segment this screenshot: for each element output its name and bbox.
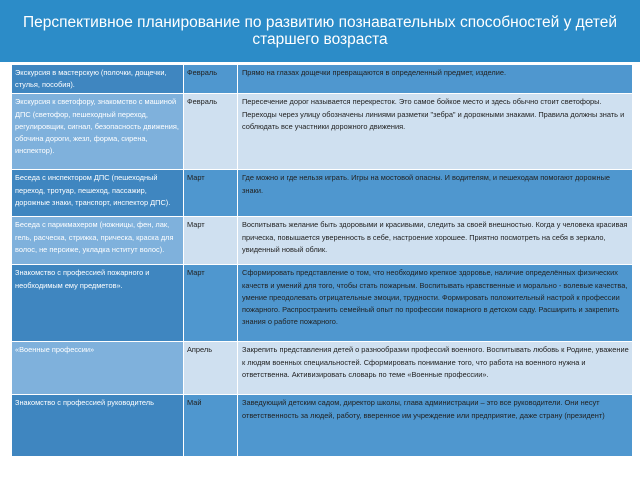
table-row: [12, 342, 633, 395]
topic-cell: Экскурсия к светофору, знакомство с машиной ДПС (светофор, пешеходный переход, регулировщик, сигнал, безопасность движения, обочина дороги, жезл, форма, сирена, инспектор).: [12, 94, 184, 170]
month-cell: Март: [184, 170, 238, 217]
month-cell: Март: [184, 265, 238, 342]
description-cell: Прямо на глазах дощечки превращаются в определенный предмет, изделие.: [238, 65, 633, 94]
table-row: [12, 265, 633, 342]
slide-title: Перспективное планирование по развитию познавательных способностей у детей старшего возраста: [22, 14, 618, 48]
month-cell: Апрель: [184, 342, 238, 395]
description-cell: Сформировать представление о том, что необходимо крепкое здоровье, наличие определённых физических качеств и умений для того, чтобы стать пожарным. Воспитывать нравственные и морально - волевые качества, умение преодолевать отрицательные эмоции, трудности. Формировать положительный настрой к профессии пожарного. Распространить семейный опыт по профессии пожарного в детском саду. Расширить и закрепить знания о работе пожарного.: [238, 265, 633, 342]
topic-cell: Беседа с парикмахером (ножницы, фен, лак, гель, расческа, стрижка, прическа, краска для волос, не персиже, укладка нститут волос).: [12, 217, 184, 265]
table-row: [12, 65, 633, 94]
topic-cell: Беседа с инспектором ДПС (пешеходный переход, тротуар, пешеход, пассажир, дорожные знаки, транспорт, инспектор ДПС).: [12, 170, 184, 217]
topic-cell: «Военные профессии»: [12, 342, 184, 395]
month-cell: Февраль: [184, 94, 238, 170]
month-cell: Май: [184, 395, 238, 457]
description-cell: Воспитывать желание быть здоровыми и красивыми, следить за своей внешностью. Когда у человека красивая прическа, повышается уверенность в себе, настроение хорошее. Приятно посмотреть на себя в зеркало, увиденный новый облик.: [238, 217, 633, 265]
description-cell: Закрепить представления детей о разнообразии профессий военного. Воспитывать любовь к Родине, уважение к людям военных специальностей. Сформировать понимание того, что работа на военного нужна и ответственна. Активизировать словарь по теме «Военные профессии».: [238, 342, 633, 395]
table-row: [12, 217, 633, 265]
planning-table: [11, 64, 633, 457]
description-cell: Где можно и где нельзя играть. Игры на мостовой опасны. И водителям, и пешеходам помогают дорожные знаки.: [238, 170, 633, 217]
topic-cell: Знакомство с профессией пожарного и необходимым ему предметов».: [12, 265, 184, 342]
description-cell: Пересечение дорог называется перекресток. Это самое бойкое место и здесь обычно стоит светофоры. Переходы через улицу обозначены линиями разметки "зебра" и дорожными знаками. Правила должны знать и соблюдать все участники дорожного движения.: [238, 94, 633, 170]
table-row: [12, 94, 633, 170]
topic-cell: Экскурсия в мастерскую (полочки, дощечки, стулья, пособия).: [12, 65, 184, 94]
table-row: [12, 395, 633, 457]
month-cell: Февраль: [184, 65, 238, 94]
month-cell: Март: [184, 217, 238, 265]
description-cell: Заведующий детским садом, директор школы, глава администрации – это все руководители. Они несут ответственность за людей, работу, вверенное им учреждение или предприятие, даже страну (президент): [238, 395, 633, 457]
topic-cell: Знакомство с профессией руководитель: [12, 395, 184, 457]
table-row: [12, 170, 633, 217]
